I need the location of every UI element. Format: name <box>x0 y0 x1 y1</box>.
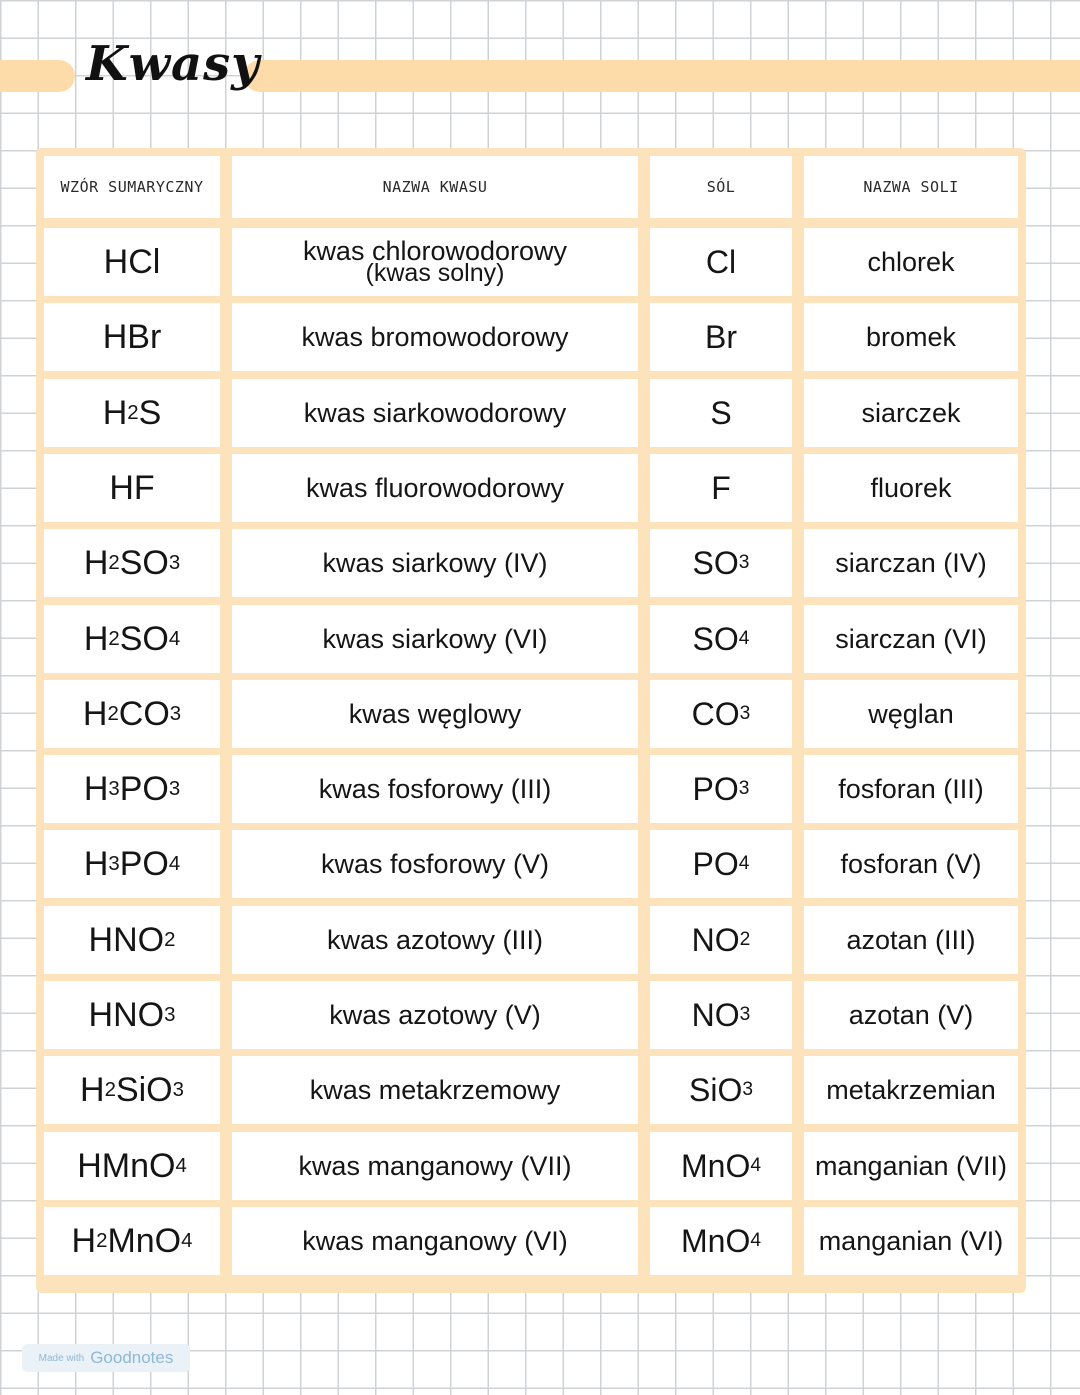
acids-table <box>36 148 1026 1293</box>
salt-name-cell: metakrzemian <box>804 1056 1018 1124</box>
subscript: 3 <box>738 552 750 573</box>
formula-text: H <box>102 393 128 432</box>
formula-cell <box>44 1207 220 1275</box>
subscript: 3 <box>108 777 120 800</box>
acid-name-group <box>302 236 568 287</box>
acid-name-cell: kwas bromowodorowy <box>232 303 638 371</box>
subscript: 4 <box>750 1155 761 1176</box>
salt-name-cell: fosforan (V) <box>804 830 1018 898</box>
formula-text: HBr <box>102 317 162 356</box>
salt-name-cell: azotan (III) <box>804 906 1018 974</box>
salt-name-cell: bromek <box>804 303 1018 371</box>
formula-cell <box>44 981 220 1049</box>
formula-cell <box>44 454 220 522</box>
subscript: 4 <box>738 628 750 649</box>
formula-text: Br <box>705 318 737 355</box>
formula-text: Cl <box>705 243 737 280</box>
formula-text: MnO <box>680 1147 751 1184</box>
subscript: 4 <box>168 627 181 650</box>
formula-text: F <box>711 469 731 506</box>
formula-text: S <box>138 393 162 432</box>
formula-text: CO <box>118 694 170 733</box>
subscript: 2 <box>164 928 176 951</box>
formula-text: MnO <box>107 1221 182 1260</box>
formula-text: H <box>83 543 109 582</box>
formula-text: SO <box>692 544 739 581</box>
subscript: 3 <box>108 852 120 875</box>
formula-text: CO <box>691 695 740 732</box>
subscript: 2 <box>739 929 751 950</box>
formula-text: HMnO <box>77 1146 176 1185</box>
formula-text: HCl <box>103 242 161 281</box>
formula-text: SO <box>119 543 169 582</box>
formula-text: H <box>83 769 109 808</box>
formula-text: HNO <box>88 920 165 959</box>
formula-text: NO <box>691 921 740 958</box>
formula-cell <box>44 529 220 597</box>
formula-text: H <box>83 844 109 883</box>
formula-text: HF <box>109 468 155 507</box>
acid-name-cell: kwas siarkowy (IV) <box>232 529 638 597</box>
formula-text: H <box>80 1070 105 1109</box>
formula-text: NO <box>691 996 740 1033</box>
salt-ion-cell <box>650 906 792 974</box>
formula-cell <box>44 303 220 371</box>
acid-name-cell: kwas azotowy (V) <box>232 981 638 1049</box>
watermark-brand: Goodnotes <box>90 1348 174 1367</box>
title-highlight-right <box>244 60 1080 92</box>
formula-text: PO <box>692 770 739 807</box>
formula-text: SiO <box>688 1071 743 1108</box>
salt-name-cell: fosforan (III) <box>804 755 1018 823</box>
acid-name-cell: kwas fosforowy (III) <box>232 755 638 823</box>
formula-cell <box>44 1056 220 1124</box>
salt-ion-cell <box>650 379 792 447</box>
header-formula: WZÓR SUMARYCZNY <box>44 156 220 218</box>
subscript: 3 <box>169 702 182 725</box>
header-salt-name: NAZWA SOLI <box>804 156 1018 218</box>
subscript: 2 <box>108 551 120 574</box>
salt-name-cell: chlorek <box>804 228 1018 296</box>
subscript: 2 <box>107 702 119 725</box>
subscript: 3 <box>739 1004 751 1025</box>
formula-text: PO <box>119 844 169 883</box>
salt-ion-cell <box>650 830 792 898</box>
salt-ion-cell <box>650 228 792 296</box>
formula-text: MnO <box>680 1222 751 1259</box>
subscript: 4 <box>181 1229 193 1252</box>
subscript: 2 <box>96 1229 108 1252</box>
subscript: 3 <box>739 703 751 724</box>
salt-ion-cell <box>650 1056 792 1124</box>
acid-name-cell: kwas azotowy (III) <box>232 906 638 974</box>
header-acid-name: NAZWA KWASU <box>232 156 638 218</box>
formula-text: PO <box>119 769 169 808</box>
acid-name-cell: kwas fluorowodorowy <box>232 454 638 522</box>
subscript: 3 <box>742 1079 753 1100</box>
salt-ion-cell <box>650 680 792 748</box>
salt-ion-cell <box>650 605 792 673</box>
subscript: 2 <box>104 1078 116 1101</box>
watermark-made-with: Made with <box>38 1352 85 1364</box>
subscript: 3 <box>168 551 181 574</box>
subscript: 3 <box>168 777 181 800</box>
formula-cell <box>44 379 220 447</box>
header-salt: SÓL <box>650 156 792 218</box>
salt-name-cell: węglan <box>804 680 1018 748</box>
formula-text: H <box>83 619 109 658</box>
formula-text: SO <box>119 619 169 658</box>
salt-name-cell: manganian (VI) <box>804 1207 1018 1275</box>
page-title: Kwasy <box>86 36 261 92</box>
salt-ion-cell <box>650 1207 792 1275</box>
salt-name-cell: siarczan (VI) <box>804 605 1018 673</box>
subscript: 2 <box>108 627 120 650</box>
formula-cell <box>44 680 220 748</box>
formula-cell <box>44 830 220 898</box>
salt-name-cell: siarczek <box>804 379 1018 447</box>
acid-name-cell: kwas manganowy (VII) <box>232 1132 638 1200</box>
acid-name-cell: kwas fosforowy (V) <box>232 830 638 898</box>
salt-name-cell: fluorek <box>804 454 1018 522</box>
formula-cell <box>44 906 220 974</box>
title-highlight-left <box>0 60 75 92</box>
formula-text: H <box>82 694 108 733</box>
formula-text: SiO <box>115 1070 173 1109</box>
acid-common-name: (kwas solny) <box>365 259 505 287</box>
formula-text: S <box>710 394 732 431</box>
salt-ion-cell <box>650 755 792 823</box>
formula-cell <box>44 605 220 673</box>
acid-name-cell: kwas manganowy (VI) <box>232 1207 638 1275</box>
acid-name-cell: kwas metakrzemowy <box>232 1056 638 1124</box>
salt-ion-cell <box>650 981 792 1049</box>
formula-text: PO <box>692 845 739 882</box>
formula-cell <box>44 1132 220 1200</box>
subscript: 4 <box>168 852 181 875</box>
salt-name-cell: manganian (VII) <box>804 1132 1018 1200</box>
subscript: 3 <box>164 1003 176 1026</box>
subscript: 3 <box>738 778 750 799</box>
acid-name-cell: kwas siarkowodorowy <box>232 379 638 447</box>
salt-ion-cell <box>650 454 792 522</box>
acid-name-cell <box>232 228 638 296</box>
formula-cell <box>44 228 220 296</box>
acid-name: kwas chlorowodorowy <box>302 236 568 266</box>
salt-name-cell: siarczan (IV) <box>804 529 1018 597</box>
goodnotes-watermark <box>22 1344 190 1372</box>
subscript: 3 <box>172 1078 184 1101</box>
salt-name-cell: azotan (V) <box>804 981 1018 1049</box>
subscript: 2 <box>127 401 139 424</box>
formula-text: SO <box>692 620 739 657</box>
salt-ion-cell <box>650 1132 792 1200</box>
formula-text: HNO <box>88 995 165 1034</box>
subscript: 4 <box>175 1154 187 1177</box>
formula-text: H <box>71 1221 97 1260</box>
acid-name-cell: kwas węglowy <box>232 680 638 748</box>
subscript: 4 <box>738 853 750 874</box>
subscript: 4 <box>750 1230 761 1251</box>
salt-ion-cell <box>650 303 792 371</box>
salt-ion-cell <box>650 529 792 597</box>
formula-cell <box>44 755 220 823</box>
acid-name-cell: kwas siarkowy (VI) <box>232 605 638 673</box>
